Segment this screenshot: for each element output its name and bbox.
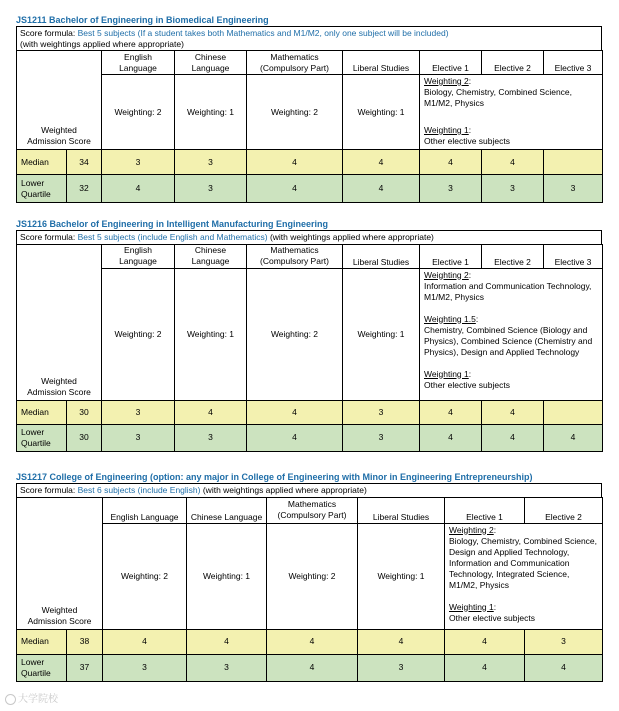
col-mathematics: Mathematics (Compulsory Part): [247, 244, 343, 268]
median-cell: [544, 150, 603, 175]
weighting-liberal: Weighting: 1: [343, 75, 420, 150]
weighting-mathematics: Weighting: 2: [247, 268, 343, 400]
median-cell: 4: [358, 629, 445, 654]
lq-cell: 3: [175, 175, 247, 203]
lq-cell: 4: [247, 424, 343, 451]
lower-quartile-score: 30: [67, 424, 102, 451]
col-chinese: Chinese Language: [175, 244, 247, 268]
median-label: Median: [17, 400, 67, 424]
weighting-chinese: Weighting: 1: [175, 268, 247, 400]
median-row: [17, 150, 603, 175]
median-score: 38: [67, 629, 103, 654]
lq-cell: 4: [445, 654, 525, 681]
elective-group-subjects: Biology, Chemistry, Combined Science, M1/M2, Physics: [424, 87, 573, 108]
col-elective-3: Elective 3: [544, 51, 603, 75]
elective-group-label: Weighting 2: [449, 524, 494, 535]
elective-group-label: Weighting 1: [424, 368, 469, 379]
lq-cell: 4: [102, 175, 175, 203]
col-mathematics: Mathematics (Compulsory Part): [247, 51, 343, 75]
weighting-english: Weighting: 2: [102, 268, 175, 400]
elective-group-label: Weighting 1.5: [424, 313, 476, 324]
col-elective-1: Elective 1: [420, 51, 482, 75]
lower-quartile-row: [17, 654, 603, 681]
median-cell: 4: [175, 400, 247, 424]
programme-title: JS1216 Bachelor of Engineering in Intelligent Manufacturing Engineering: [16, 219, 329, 229]
score-formula: [16, 26, 602, 50]
formula-suffix: (with weightings applied where appropriate): [267, 232, 434, 242]
lq-cell: 4: [482, 424, 544, 451]
median-cell: 3: [525, 629, 603, 654]
lq-cell: 3: [175, 424, 247, 451]
col-elective-1: Elective 1: [445, 497, 525, 523]
col-liberal-studies: Liberal Studies: [358, 497, 445, 523]
median-cell: 3: [102, 150, 175, 175]
col-liberal-studies: Liberal Studies: [343, 51, 420, 75]
lq-cell: 4: [525, 654, 603, 681]
median-row: [17, 629, 603, 654]
lq-cell: 3: [103, 654, 187, 681]
weighted-score-header: Weighted Admission Score: [17, 497, 103, 629]
median-cell: 4: [267, 629, 358, 654]
weighting-liberal: Weighting: 1: [358, 523, 445, 629]
score-table: [16, 244, 603, 452]
elective-weightings: Weighting 2: Information and Communication Technology, M1/M2, Physics Weighting 1.5: Chemistry, Combined Science (Biology and Physics), Combined Science (Chemistry and Physics), Design and Applied Technology Weighting 1: Other elective subjects: [420, 268, 603, 400]
lower-quartile-score: 32: [67, 175, 102, 203]
median-cell: 4: [187, 629, 267, 654]
weighting-liberal: Weighting: 1: [343, 268, 420, 400]
elective-group-label: Weighting 2: [424, 269, 469, 280]
col-liberal-studies: Liberal Studies: [343, 244, 420, 268]
col-chinese: Chinese Language: [187, 497, 267, 523]
col-chinese: Chinese Language: [175, 51, 247, 75]
lq-cell: 3: [358, 654, 445, 681]
lower-quartile-row: [17, 424, 603, 451]
median-cell: 3: [175, 150, 247, 175]
lower-quartile-label: Lower Quartile: [17, 654, 67, 681]
lq-cell: 3: [102, 424, 175, 451]
formula-highlight: Best 5 subjects (If a student takes both Mathematics and M1/M2, only one subject will be included): [77, 28, 449, 38]
median-label: Median: [17, 150, 67, 175]
lq-cell: 3: [544, 175, 603, 203]
lq-cell: 4: [544, 424, 603, 451]
programme-title: JS1211 Bachelor of Engineering in Biomedical Engineering: [16, 15, 269, 25]
median-cell: 4: [482, 400, 544, 424]
lq-cell: 4: [247, 175, 343, 203]
lq-cell: 3: [482, 175, 544, 203]
elective-group-subjects: Chemistry, Combined Science (Biology and Physics), Combined Science (Chemistry and Physics), Design and Applied Technology: [424, 324, 593, 357]
lower-quartile-row: [17, 175, 603, 203]
score-table: [16, 497, 603, 682]
elective-group-subjects: Other elective subjects: [424, 379, 510, 390]
median-cell: 4: [445, 629, 525, 654]
programme-js1217: [16, 472, 602, 682]
median-cell: 4: [103, 629, 187, 654]
elective-group-label: Weighting 2: [424, 76, 469, 86]
weighting-chinese: Weighting: 1: [187, 523, 267, 629]
median-cell: 4: [247, 150, 343, 175]
col-english: English Language: [103, 497, 187, 523]
weighting-mathematics: Weighting: 2: [247, 75, 343, 150]
weighted-score-header: Weighted Admission Score: [17, 244, 102, 400]
score-table: [16, 50, 603, 203]
formula-suffix: (with weightings applied where appropriate): [200, 485, 367, 495]
median-row: [17, 400, 603, 424]
elective-group-subjects: Other elective subjects: [449, 612, 535, 623]
formula-prefix: Score formula:: [20, 485, 78, 495]
elective-group-subjects: Other elective subjects: [424, 136, 510, 146]
programme-js1216: [16, 219, 602, 452]
watermark-text: 大学院校: [18, 694, 58, 705]
formula-highlight: Best 6 subjects (include English): [77, 485, 201, 495]
formula-highlight: Best 5 subjects (include English and Mathematics): [77, 232, 268, 242]
median-score: 34: [67, 150, 102, 175]
median-score: 30: [67, 400, 102, 424]
formula-prefix: Score formula:: [20, 232, 78, 242]
programme-title: JS1217 College of Engineering (option: any major in College of Engineering with Minor in Engineering Entrepreneurship): [16, 472, 533, 482]
lq-cell: 4: [420, 424, 482, 451]
watermark: [5, 690, 58, 705]
weighting-english: Weighting: 2: [103, 523, 187, 629]
col-elective-3: Elective 3: [544, 244, 603, 268]
lq-cell: 3: [187, 654, 267, 681]
col-english: English Language: [102, 51, 175, 75]
median-cell: [544, 400, 603, 424]
elective-weightings: Weighting 2: Biology, Chemistry, Combined Science, Design and Applied Technology, Information and Communication Technology, Integrated Science, M1/M2, Physics Weighting 1: Other elective subjects: [445, 523, 603, 629]
median-cell: 3: [343, 400, 420, 424]
median-cell: 4: [420, 400, 482, 424]
median-cell: 4: [247, 400, 343, 424]
median-cell: 4: [482, 150, 544, 175]
col-elective-1: Elective 1: [420, 244, 482, 268]
lower-quartile-score: 37: [67, 654, 103, 681]
lq-cell: 3: [420, 175, 482, 203]
lq-cell: 4: [267, 654, 358, 681]
formula-line2: (with weightings applied where appropriate): [20, 38, 184, 49]
programme-js1211: [16, 15, 602, 203]
weighting-chinese: Weighting: 1: [175, 75, 247, 150]
lower-quartile-label: Lower Quartile: [17, 424, 67, 451]
weighting-mathematics: Weighting: 2: [267, 523, 358, 629]
elective-group-label: Weighting 1: [449, 601, 494, 612]
formula-prefix: Score formula:: [20, 28, 78, 38]
weighted-score-header: Weighted Admission Score: [17, 51, 102, 150]
median-cell: 4: [343, 150, 420, 175]
median-label: Median: [17, 629, 67, 654]
col-elective-2: Elective 2: [525, 497, 603, 523]
median-cell: 4: [420, 150, 482, 175]
median-cell: 3: [102, 400, 175, 424]
elective-group-subjects: Biology, Chemistry, Combined Science, Design and Applied Technology, Information and Communication Technology, Integrated Science, M1/M2, Physics: [449, 535, 598, 590]
elective-group-subjects: Information and Communication Technology, M1/M2, Physics: [424, 280, 592, 302]
col-elective-2: Elective 2: [482, 244, 544, 268]
watermark-icon: [5, 694, 16, 705]
col-english: English Language: [102, 244, 175, 268]
lq-cell: 4: [343, 175, 420, 203]
lower-quartile-label: Lower Quartile: [17, 175, 67, 203]
col-elective-2: Elective 2: [482, 51, 544, 75]
elective-group-label: Weighting 1: [424, 125, 469, 135]
lq-cell: 3: [343, 424, 420, 451]
score-formula: [16, 483, 602, 497]
score-formula: [16, 230, 602, 244]
col-mathematics: Mathematics (Compulsory Part): [267, 497, 358, 523]
elective-weightings: Weighting 2: Biology, Chemistry, Combined Science, M1/M2, Physics Weighting 1: Other elective subjects: [420, 75, 603, 150]
weighting-english: Weighting: 2: [102, 75, 175, 150]
